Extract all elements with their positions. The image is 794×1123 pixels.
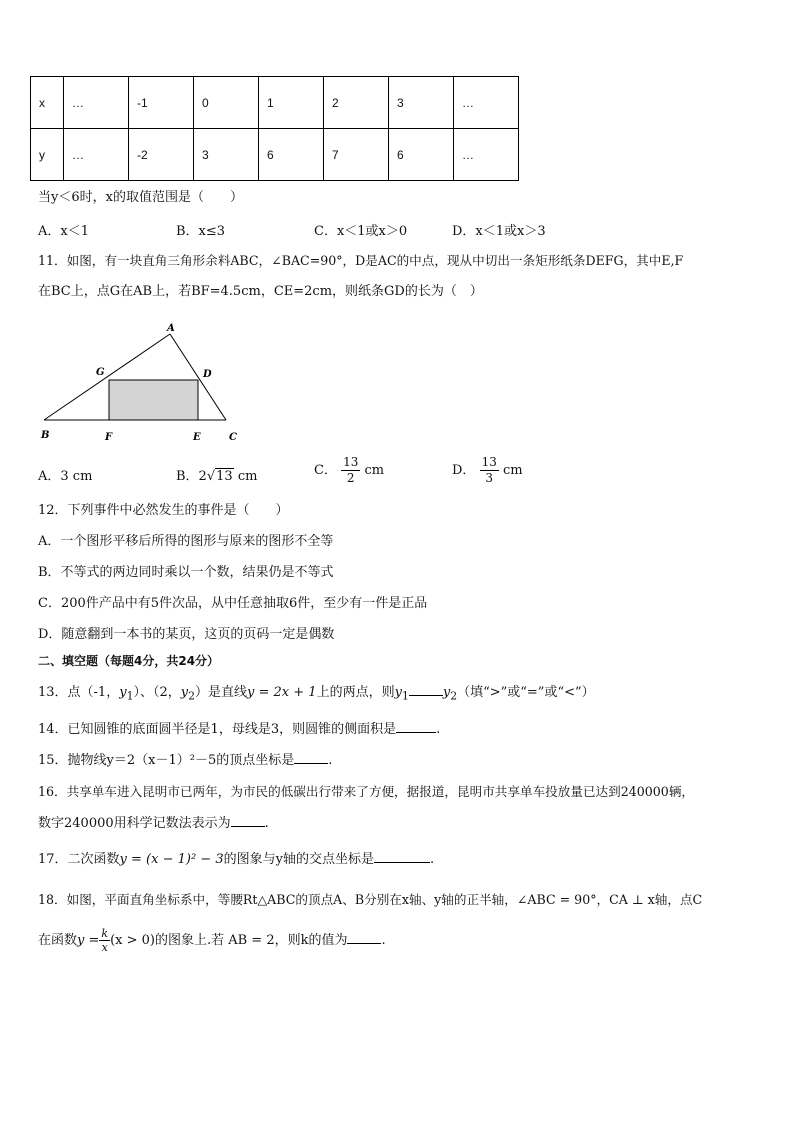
q13-y2-ref-sub: 2 bbox=[450, 689, 458, 703]
q17-answer-blank[interactable] bbox=[374, 850, 430, 863]
fraction-denominator: x bbox=[101, 941, 108, 954]
table-cell: 6 bbox=[389, 129, 454, 181]
q11-option-d bbox=[452, 455, 523, 486]
sqrt-sign: √ bbox=[206, 469, 216, 484]
q18-part-b: (x > 0)的图象上.若 AB = 2，则k的值为 bbox=[110, 933, 348, 948]
table-cell: 7 bbox=[324, 129, 389, 181]
table-cell: x bbox=[31, 77, 64, 129]
table-cell: y bbox=[31, 129, 64, 181]
label-g: G bbox=[96, 367, 105, 378]
q12-option-b: B．不等式的两边同时乘以一个数，结果仍是不等式 bbox=[38, 565, 334, 580]
q11-option-b bbox=[176, 465, 257, 484]
label-e: E bbox=[193, 432, 201, 443]
rectangle-defg bbox=[109, 380, 198, 420]
q16-answer-blank[interactable] bbox=[231, 814, 265, 827]
q11-option-c bbox=[314, 455, 384, 486]
q11-stem-line2: 在BC上，点G在AB上，若BF=4.5cm，CE=2cm，则纸条GD的长为（ ） bbox=[38, 284, 483, 299]
xy-value-table bbox=[30, 76, 519, 181]
q14-answer-blank[interactable] bbox=[396, 720, 436, 733]
q11-triangle-figure bbox=[30, 316, 250, 444]
q14-stem: 14．已知圆锥的底面圆半径是1，母线是3，则圆锥的侧面积是 . bbox=[38, 722, 441, 737]
q13-answer-blank[interactable] bbox=[409, 683, 443, 696]
q13-equation: y = 2x + 1 bbox=[247, 685, 317, 700]
q18-stem-line2: 在函数y = $\frac{k}{x}$ (x > 0)的图象上.若 AB = 2，则k的值为 . bbox=[38, 927, 386, 954]
q18-func-y: y = bbox=[77, 933, 100, 948]
q11-option-d-unit: cm bbox=[503, 463, 523, 478]
table-row bbox=[31, 129, 519, 181]
fraction-numerator: 13 bbox=[481, 455, 497, 469]
q13-y1-ref-sub: 1 bbox=[401, 689, 409, 703]
q13-part-c: ）是直线 bbox=[195, 685, 248, 700]
table-cell: 6 bbox=[259, 129, 324, 181]
table-cell: … bbox=[454, 129, 519, 181]
q11-option-a: A．3 cm bbox=[38, 469, 93, 484]
q15-answer-blank[interactable] bbox=[294, 751, 328, 764]
table-cell: 1 bbox=[259, 77, 324, 129]
q17-part-a: 17．二次函数 bbox=[38, 852, 120, 867]
table-cell: … bbox=[64, 77, 129, 129]
q12-option-a: A．一个图形平移后所得的图形与原来的图形不全等 bbox=[38, 534, 334, 549]
q11-option-c-prefix: C． bbox=[314, 463, 337, 478]
q18-fraction bbox=[99, 927, 110, 954]
q12-option-d: D．随意翻到一本书的某页，这页的页码一定是偶数 bbox=[38, 627, 335, 642]
q11-option-b-prefix: B．2 bbox=[176, 469, 207, 484]
table-cell: 2 bbox=[324, 77, 389, 129]
q13-stem bbox=[38, 683, 595, 706]
q13-y2-sub: 2 bbox=[188, 689, 195, 703]
q10-option-c: C．x＜1或x＞0 bbox=[314, 224, 408, 239]
q10-option-b: B．x≤3 bbox=[176, 224, 226, 239]
q12-stem: 12．下列事件中必然发生的事件是（ ） bbox=[38, 503, 289, 518]
table-cell: -2 bbox=[129, 129, 194, 181]
q15-text: 15．抛物线y＝2（x－1）²－5的顶点坐标是 bbox=[38, 753, 295, 768]
q16-stem-line2: 数字240000用科学记数法表示为 . bbox=[38, 816, 269, 831]
q14-text: 14．已知圆锥的底面圆半径是1，母线是3，则圆锥的侧面积是 bbox=[38, 722, 397, 737]
q11-option-d-prefix: D． bbox=[452, 463, 476, 478]
q18-answer-blank[interactable] bbox=[347, 931, 381, 944]
fraction-numerator: k bbox=[101, 927, 109, 940]
q17-equation: y = (x − 1)² − 3 bbox=[119, 852, 224, 867]
q13-part-e: （填“>”或“=”或“<”） bbox=[457, 685, 595, 700]
q11-option-c-fraction bbox=[341, 455, 360, 486]
table-cell: … bbox=[64, 129, 129, 181]
q10-option-d: D．x＜1或x＞3 bbox=[452, 224, 546, 239]
label-d: D bbox=[203, 369, 212, 380]
q13-y1-ref: y bbox=[394, 685, 402, 700]
q13-y1-sub: 1 bbox=[126, 689, 134, 703]
fraction-denominator: 3 bbox=[485, 471, 494, 485]
label-b: B bbox=[41, 430, 50, 441]
q13-part-d: 上的两点，则 bbox=[316, 685, 395, 700]
q13-y1: y bbox=[119, 685, 127, 700]
q11-option-c-unit: cm bbox=[364, 463, 385, 478]
q11-option-b-unit: cm bbox=[237, 469, 258, 484]
table-cell: … bbox=[454, 77, 519, 129]
label-f: F bbox=[105, 432, 113, 443]
table-row bbox=[31, 77, 519, 129]
table-cell: 3 bbox=[194, 129, 259, 181]
fraction-numerator: 13 bbox=[343, 455, 359, 469]
q16-stem-line1: 16．共享单车进入昆明市已两年，为市民的低碳出行带来了方便，据报道，昆明市共享单车投放量已达到240000辆， bbox=[38, 784, 695, 799]
q18-part-a: 在函数 bbox=[38, 933, 78, 948]
label-c: C bbox=[229, 432, 237, 443]
q17-stem: 17．二次函数y = (x − 1)² − 3的图象与y轴的交点坐标是 . bbox=[38, 852, 435, 867]
q18-stem-line1: 18．如图，平面直角坐标系中，等腰Rt△ABC的顶点A、B分别在x轴、y轴的正半轴，∠ABC = 90°，CA ⊥ x轴，点C bbox=[38, 892, 703, 907]
q13-part-b: ）、（2， bbox=[133, 685, 181, 700]
label-a: A bbox=[167, 323, 175, 334]
fraction-denominator: 2 bbox=[346, 471, 355, 485]
q13-part-a: 13．点（-1， bbox=[38, 685, 120, 700]
q17-part-b: 的图象与y轴的交点坐标是 bbox=[223, 852, 374, 867]
section-heading-fill-in: 二、填空题（每题4分，共24分） bbox=[38, 654, 220, 668]
q11-option-b-radicand: 13 bbox=[216, 469, 233, 484]
table-cell: -1 bbox=[129, 77, 194, 129]
q12-option-c: C．200件产品中有5件次品，从中任意抽取6件，至少有一件是正品 bbox=[38, 596, 428, 611]
q16-text: 数字240000用科学记数法表示为 bbox=[38, 816, 231, 831]
table-cell: 0 bbox=[194, 77, 259, 129]
q13-y2: y bbox=[180, 685, 189, 700]
q11-option-d-fraction bbox=[480, 455, 499, 486]
q11-stem-line1: 11．如图，有一块直角三角形余料ABC，∠BAC=90°，D是AC的中点，现从中切出一条矩形纸条DEFG，其中E,F bbox=[38, 253, 684, 268]
q10-stem: 当y＜6时，x的取值范围是（ ） bbox=[38, 190, 243, 205]
q15-stem: 15．抛物线y＝2（x－1）²－5的顶点坐标是 . bbox=[38, 753, 333, 768]
q13-y2-ref: y bbox=[442, 685, 451, 700]
q10-option-a: A．x＜1 bbox=[38, 224, 89, 239]
table-cell: 3 bbox=[389, 77, 454, 129]
